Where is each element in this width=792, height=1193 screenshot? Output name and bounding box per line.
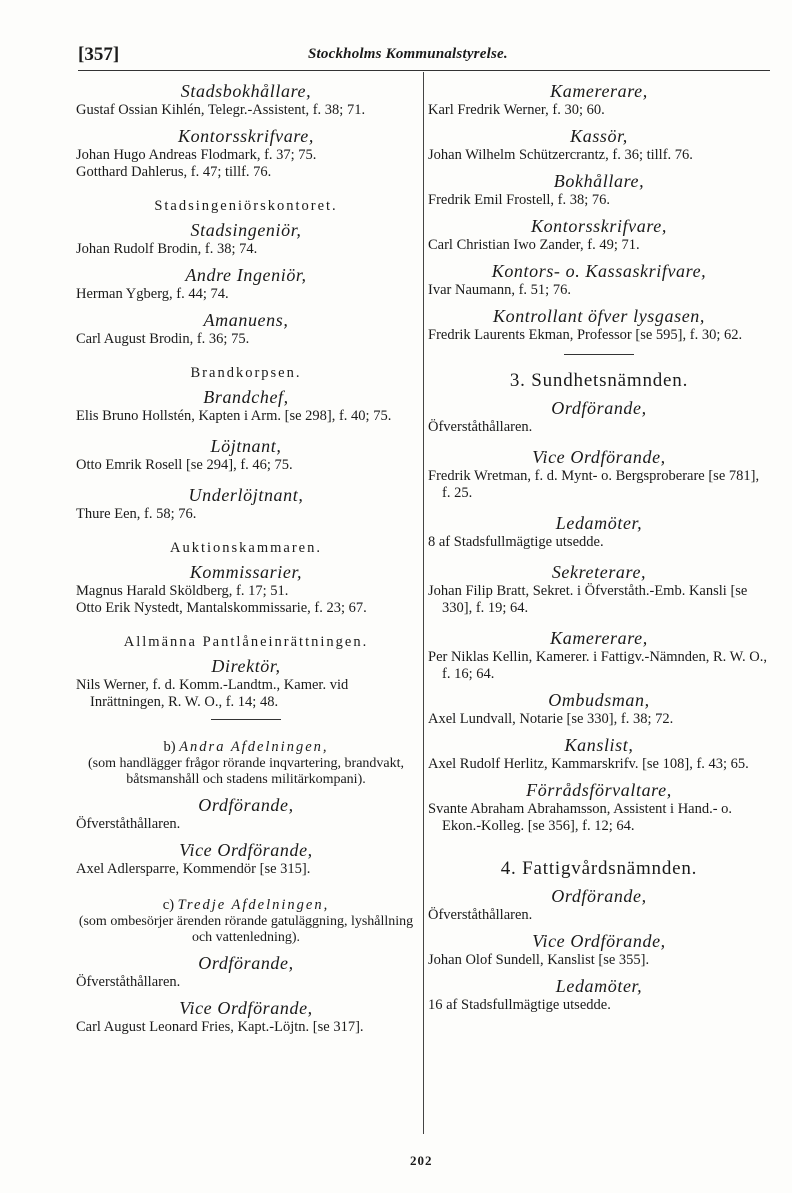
heading-s-ordforande: Ordförande,	[551, 398, 647, 418]
heading-kontrollant: Kontrollant öfver lysgasen,	[492, 306, 706, 326]
heading-s-forradsforvaltare: Förrådsförvaltare,	[526, 780, 672, 800]
entry-s-ordforande: Öfverståthållaren.	[428, 419, 533, 435]
divider-rule	[211, 719, 281, 720]
entry-s-ledamoter: 8 af Stadsfullmägtige utsedde.	[428, 534, 604, 550]
b-prefix: b)	[163, 739, 176, 755]
entry-kassor: Johan Wilhelm Schützercrantz, f. 36; tillf. 76.	[428, 147, 693, 163]
heading-kontorsskrifvare: Kontorsskrifvare,	[177, 126, 315, 146]
entry-amanuens: Carl August Brodin, f. 36; 75.	[76, 331, 250, 347]
entry-kassaskrifvare: Ivar Naumann, f. 51; 76.	[428, 282, 571, 298]
heading-andra-afdelningen	[76, 738, 416, 756]
entry-s-kanslist: Axel Rudolf Herlitz, Kammarskrifv. [se 108], f. 43; 65.	[428, 756, 749, 772]
heading-bokhallare: Bokhållare,	[553, 171, 645, 191]
entry-b-ordforande: Öfverståthållaren.	[76, 816, 181, 832]
heading-b-ordforande: Ordförande,	[198, 795, 294, 815]
heading-kontorsskrifvare-right: Kontorsskrifvare,	[530, 216, 668, 236]
section-stadsingeniorskontoret: Stadsingeniörskontoret.	[154, 198, 338, 214]
entry-s-sekreterare: Johan Filip Bratt, Sekret. i Öfverståth.-Emb. Kansli [se 330], f. 19; 64.	[428, 583, 748, 616]
left-column	[76, 76, 416, 1036]
heading-brandchef: Brandchef,	[203, 387, 289, 407]
heading-stadsbokhallare: Stadsbokhållare,	[180, 81, 312, 101]
entry-kontorsskrifvare-right: Carl Christian Iwo Zander, f. 49; 71.	[428, 237, 640, 253]
page-number: [357]	[78, 44, 120, 65]
heading-amanuens: Amanuens,	[203, 310, 289, 330]
note-andra-afdelningen: (som handlägger frågor rörande inqvartering, brandvakt, båtsmanshåll och stadens militärkompani).	[87, 756, 405, 787]
note-tredje-afdelningen: (som ombesörjer ärenden rörande gatuläggning, lyshållning och vattenledning).	[78, 914, 414, 945]
entry-kontrollant: Fredrik Laurents Ekman, Professor [se 595], f. 30; 62.	[428, 327, 743, 343]
column-divider	[423, 72, 424, 1134]
heading-s-vice-ordforande: Vice Ordförande,	[532, 447, 666, 467]
section-auktionskammaren: Auktionskammaren.	[170, 540, 322, 556]
entry-b-vice-ordforande: Axel Adlersparre, Kommendör [se 315].	[76, 861, 311, 877]
section-sundhetsnamnden: 3. Sundhetsnämnden.	[509, 370, 689, 391]
entry-s-forradsforvaltare: Svante Abraham Abrahamsson, Assistent i Hand.- o. Ekon.-Kolleg. [se 356], f. 12; 64.	[428, 801, 733, 834]
entry-underlojtnant: Thure Een, f. 58; 76.	[76, 506, 197, 522]
c-title: Tredje Afdelningen,	[177, 897, 330, 913]
entry-kontorsskrifvare-2: Gotthard Dahlerus, f. 47; tillf. 76.	[76, 164, 272, 180]
heading-s-kamererare: Kamererare,	[550, 628, 648, 648]
header-rule	[78, 70, 770, 71]
section-brandkorpsen: Brandkorpsen.	[190, 365, 302, 381]
heading-direktor: Direktör,	[211, 656, 281, 676]
entry-andre-ingenior: Herman Ygberg, f. 44; 74.	[76, 286, 229, 302]
heading-kassaskrifvare: Kontors- o. Kassaskrifvare,	[491, 261, 707, 281]
heading-kamererare: Kamererare,	[550, 81, 648, 101]
section-pantlaneinrattningen: Allmänna Pantlåneinrättningen.	[123, 634, 369, 650]
heading-f-ledamoter: Ledamöter,	[555, 976, 643, 996]
page-header	[78, 44, 768, 70]
heading-tredje-afdelningen	[76, 896, 416, 914]
heading-c-vice-ordforande: Vice Ordförande,	[179, 998, 313, 1018]
entry-direktor: Nils Werner, f. d. Komm.-Landtm., Kamer. vid Inrättningen, R. W. O., f. 14; 48.	[76, 677, 349, 710]
divider-rule-right	[564, 354, 634, 355]
heading-b-vice-ordforande: Vice Ordförande,	[179, 840, 313, 860]
entry-kommissarier-2: Otto Erik Nystedt, Mantalskommissarie, f. 23; 67.	[76, 600, 367, 616]
heading-f-ordforande: Ordförande,	[551, 886, 647, 906]
entry-f-ordforande: Öfverståthållaren.	[428, 907, 533, 923]
entry-stadsbokhallare: Gustaf Ossian Kihlén, Telegr.-Assistent, f. 38; 71.	[76, 102, 366, 118]
entry-kommissarier-1: Magnus Harald Sköldberg, f. 17; 51.	[76, 583, 289, 599]
entry-c-ordforande: Öfverståthållaren.	[76, 974, 181, 990]
heading-c-ordforande: Ordförande,	[198, 953, 294, 973]
entry-s-vice-ordforande: Fredrik Wretman, f. d. Mynt- o. Bergsproberare [se 781], f. 25.	[428, 468, 760, 501]
entry-s-kamererare: Per Niklas Kellin, Kamerer. i Fattigv.-Nämnden, R. W. O., f. 16; 64.	[428, 649, 767, 682]
entry-kamererare: Karl Fredrik Werner, f. 30; 60.	[428, 102, 605, 118]
entry-stadsingenior: Johan Rudolf Brodin, f. 38; 74.	[76, 241, 258, 257]
b-title: Andra Afdelningen,	[179, 739, 329, 755]
entry-lojtnant: Otto Emrik Rosell [se 294], f. 46; 75.	[76, 457, 293, 473]
section-fattigvardsnamnden: 4. Fattigvårdsnämnden.	[500, 858, 698, 879]
heading-lojtnant: Löjtnant,	[210, 436, 282, 456]
heading-s-ombudsman: Ombudsman,	[548, 690, 650, 710]
heading-kommissarier: Kommissarier,	[189, 562, 303, 582]
heading-andre-ingenior: Andre Ingeniör,	[185, 265, 307, 285]
entry-f-ledamoter: 16 af Stadsfullmägtige utsedde.	[428, 997, 611, 1013]
c-prefix: c)	[162, 897, 175, 913]
heading-kassor: Kassör,	[570, 126, 628, 146]
entry-kontorsskrifvare-1: Johan Hugo Andreas Flodmark, f. 37; 75.	[76, 147, 317, 163]
entry-c-vice-ordforande: Carl August Leonard Fries, Kapt.-Löjtn. [se 317].	[76, 1019, 364, 1035]
heading-f-vice-ordforande: Vice Ordförande,	[532, 931, 666, 951]
running-title: Stockholms Kommunalstyrelse.	[308, 46, 508, 62]
entry-f-vice-ordforande: Johan Olof Sundell, Kanslist [se 355].	[428, 952, 650, 968]
entry-bokhallare: Fredrik Emil Frostell, f. 38; 76.	[428, 192, 611, 208]
heading-s-kanslist: Kanslist,	[564, 735, 634, 755]
heading-stadsingenior: Stadsingeniör,	[190, 220, 302, 240]
heading-s-ledamoter: Ledamöter,	[555, 513, 643, 533]
heading-s-sekreterare: Sekreterare,	[551, 562, 647, 582]
right-column	[428, 76, 770, 1014]
entry-brandchef: Elis Bruno Hollstén, Kapten i Arm. [se 298], f. 40; 75.	[76, 408, 392, 424]
folio-number: 202	[410, 1153, 433, 1168]
heading-underlojtnant: Underlöjtnant,	[188, 485, 304, 505]
entry-s-ombudsman: Axel Lundvall, Notarie [se 330], f. 38; 72.	[428, 711, 674, 727]
